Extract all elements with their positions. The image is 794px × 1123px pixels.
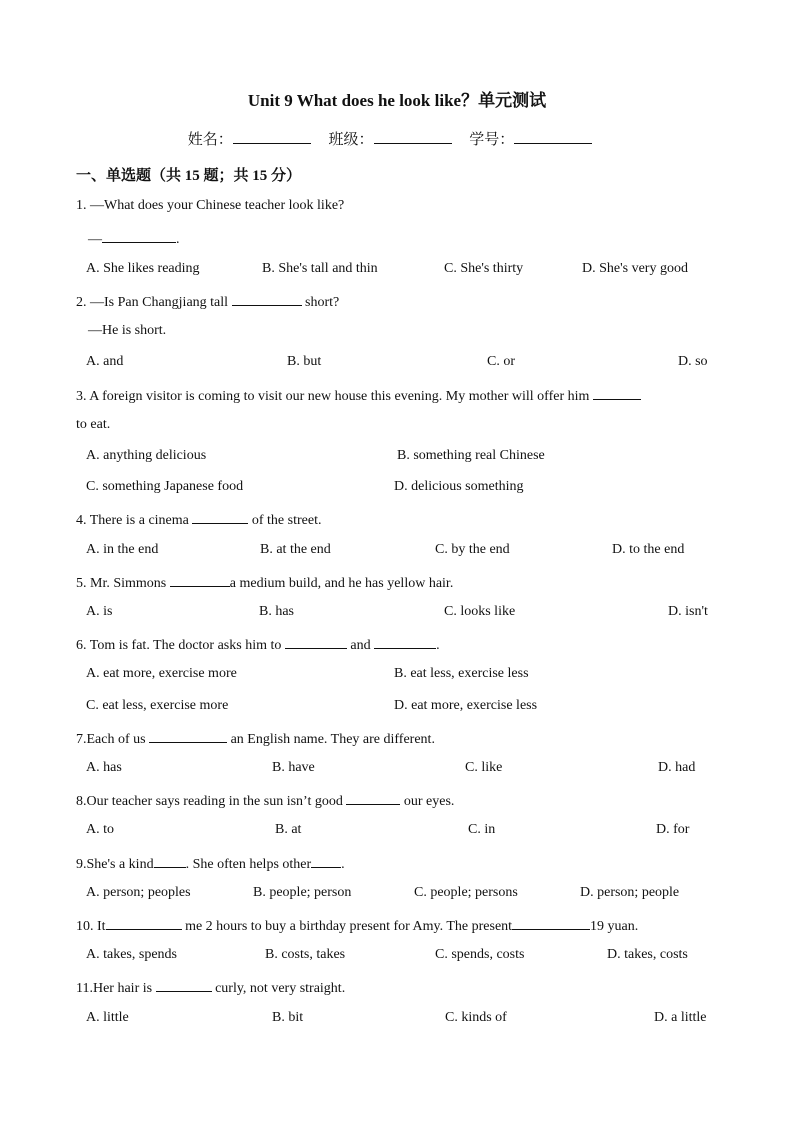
question-text: a medium build, and he has yellow hair. — [229, 576, 454, 591]
question-text: 8.Our teacher says reading in the sun isn’t good — [76, 794, 343, 809]
option-a[interactable]: A. in the end — [86, 542, 159, 557]
option-d[interactable]: D. for — [656, 822, 690, 837]
question-text: 4. There is a cinema — [76, 513, 189, 528]
question-text: and — [350, 638, 371, 653]
question-text: of the street. — [251, 513, 322, 528]
question-text: short? — [305, 295, 340, 310]
option-b[interactable]: B. something real Chinese — [397, 448, 545, 463]
option-d[interactable]: D. delicious something — [394, 479, 524, 494]
number-blank[interactable] — [514, 129, 592, 144]
question-text: 11.Her hair is — [76, 981, 153, 996]
question-text: curly, not very straight. — [215, 981, 346, 996]
answer-blank[interactable] — [593, 386, 641, 400]
question-text: 9.She's a kind — [76, 857, 154, 872]
option-d[interactable]: D. takes, costs — [607, 947, 688, 962]
answer-blank[interactable] — [102, 229, 176, 243]
option-a[interactable]: A. person; peoples — [86, 885, 191, 900]
student-info-row — [0, 128, 794, 149]
option-b[interactable]: B. people; person — [253, 885, 352, 900]
option-d[interactable]: D. had — [658, 760, 696, 775]
option-d[interactable]: D. person; people — [580, 885, 680, 900]
question-text: 5. Mr. Simmons — [76, 576, 167, 591]
option-c[interactable]: C. by the end — [435, 542, 510, 557]
class-blank[interactable] — [374, 129, 452, 144]
option-d[interactable]: D. eat more, exercise less — [394, 698, 538, 713]
option-d[interactable]: D. so — [678, 354, 708, 369]
option-a[interactable]: A. anything delicious — [86, 448, 207, 463]
option-b[interactable]: B. but — [287, 354, 322, 369]
option-b[interactable]: B. at — [275, 822, 302, 837]
period: . — [341, 857, 345, 872]
option-d[interactable]: D. She's very good — [582, 261, 688, 276]
name-label: 姓名： — [187, 132, 233, 148]
option-a[interactable]: A. She likes reading — [86, 261, 200, 276]
option-a[interactable]: A. little — [86, 1010, 129, 1025]
option-c[interactable]: C. She's thirty — [444, 261, 524, 276]
answer-blank[interactable] — [311, 854, 341, 868]
question-2-answer-line: —He is short. — [88, 323, 167, 338]
answer-blank[interactable] — [374, 635, 436, 649]
option-c[interactable]: C. something Japanese food — [86, 479, 244, 494]
question-6-stem — [76, 635, 440, 654]
question-9-stem — [76, 854, 345, 873]
question-3-stem-cont: to eat. — [76, 417, 111, 432]
option-a[interactable]: A. and — [86, 354, 124, 369]
answer-blank[interactable] — [192, 510, 248, 524]
number-label: 学号： — [469, 132, 515, 148]
question-10-stem — [76, 916, 638, 935]
option-c[interactable]: C. looks like — [444, 604, 516, 619]
option-d[interactable]: D. isn't — [668, 604, 708, 619]
question-text: an English name. They are different. — [230, 732, 435, 747]
question-text: me 2 hours to buy a birthday present for Amy. The present — [185, 919, 513, 934]
question-text: 6. Tom is fat. The doctor asks him to — [76, 638, 282, 653]
option-b[interactable]: B. She's tall and thin — [262, 261, 378, 276]
option-b[interactable]: B. has — [259, 604, 294, 619]
answer-blank[interactable] — [170, 573, 230, 587]
option-c[interactable]: C. kinds of — [445, 1010, 507, 1025]
question-text: 2. —Is Pan Changjiang tall — [76, 295, 229, 310]
option-c[interactable]: C. like — [465, 760, 503, 775]
question-4-stem — [76, 510, 321, 529]
option-a[interactable]: A. is — [86, 604, 113, 619]
option-b[interactable]: B. bit — [272, 1010, 304, 1025]
answer-blank[interactable] — [512, 916, 590, 930]
question-8-stem — [76, 791, 454, 810]
question-2-stem — [76, 292, 339, 311]
page-title: Unit 9 What does he look like？单元测试 — [247, 91, 547, 110]
option-a[interactable]: A. has — [86, 760, 122, 775]
option-c[interactable]: C. or — [487, 354, 515, 369]
name-blank[interactable] — [233, 129, 311, 144]
question-text: 1. —What does your Chinese teacher look like? — [76, 198, 345, 213]
option-a[interactable]: A. eat more, exercise more — [86, 666, 237, 681]
answer-blank[interactable] — [154, 854, 186, 868]
option-c[interactable]: C. people; persons — [414, 885, 518, 900]
question-text: 7.Each of us — [76, 732, 146, 747]
question-1-answer-line — [88, 229, 180, 248]
option-a[interactable]: A. to — [86, 822, 114, 837]
period: . — [176, 232, 180, 247]
answer-blank[interactable] — [346, 791, 400, 805]
answer-blank[interactable] — [156, 978, 212, 992]
section-heading: 一、单选题（共 15 题；共 15 分） — [76, 168, 302, 184]
class-label: 班级： — [328, 132, 374, 148]
question-11-stem — [76, 978, 345, 997]
answer-blank[interactable] — [285, 635, 347, 649]
question-5-stem — [76, 573, 453, 592]
option-b[interactable]: B. eat less, exercise less — [394, 666, 529, 681]
question-text: our eyes. — [403, 794, 455, 809]
option-c[interactable]: C. spends, costs — [435, 947, 525, 962]
question-7-stem — [76, 729, 435, 748]
answer-blank[interactable] — [149, 729, 227, 743]
question-text: . She often helps other — [185, 857, 312, 872]
option-b[interactable]: B. costs, takes — [265, 947, 346, 962]
question-3-stem — [76, 386, 641, 405]
option-b[interactable]: B. have — [272, 760, 315, 775]
option-c[interactable]: C. eat less, exercise more — [86, 698, 229, 713]
option-a[interactable]: A. takes, spends — [86, 947, 177, 962]
option-d[interactable]: D. to the end — [612, 542, 685, 557]
option-b[interactable]: B. at the end — [260, 542, 331, 557]
dash: — — [88, 232, 102, 247]
question-text: 19 yuan. — [590, 919, 639, 934]
question-text: 3. A foreign visitor is coming to visit our new house this evening. My mother will offer him — [76, 389, 590, 404]
answer-blank[interactable] — [232, 292, 302, 306]
answer-blank[interactable] — [106, 916, 182, 930]
option-c[interactable]: C. in — [468, 822, 496, 837]
option-d[interactable]: D. a little — [654, 1010, 707, 1025]
question-text: 10. It — [76, 919, 106, 934]
question-1-stem — [76, 198, 344, 214]
period: . — [436, 638, 440, 653]
